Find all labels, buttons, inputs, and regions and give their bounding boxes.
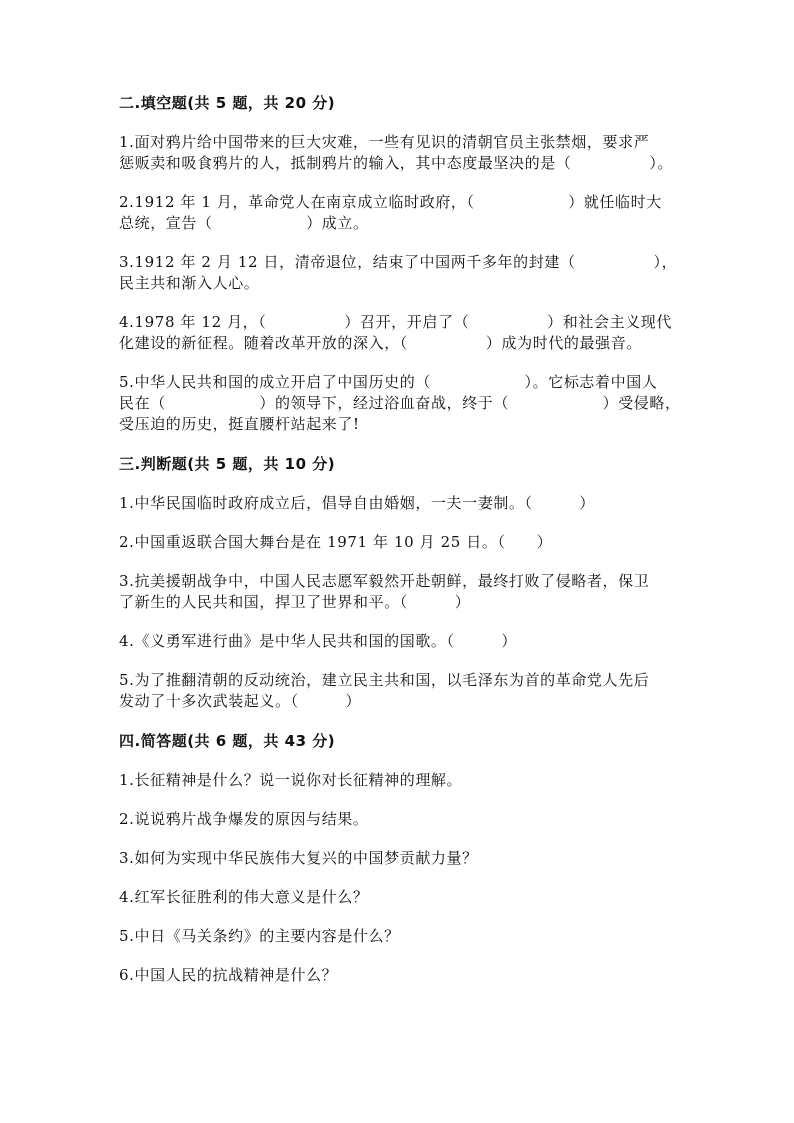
section-short-answer — [119, 730, 689, 986]
question-item — [119, 372, 689, 435]
question-item — [119, 926, 689, 947]
question-line: 3.抗美援朝战争中，中国人民志愿军毅然开赴朝鲜，最终打败了侵略者，保卫 — [119, 572, 650, 590]
section-true-false — [119, 453, 689, 712]
question-line: 4.1978 年 12 月，（ ）召开，开启了（ ）和社会主义现代 — [119, 313, 672, 331]
question-line: 惩贩卖和吸食鸦片的人，抵制鸦片的输入，其中态度最坚决的是（ ）。 — [119, 154, 674, 172]
question-item — [119, 887, 689, 908]
section-title: 三.判断题(共 5 题，共 10 分) — [119, 455, 336, 473]
question-line: 1.长征精神是什么？说一说你对长征精神的理解。 — [119, 771, 463, 789]
question-line: 3.如何为实现中华民族伟大复兴的中国梦贡献力量？ — [119, 849, 478, 867]
section-fill-in-blank — [119, 92, 689, 435]
exam-content — [119, 92, 689, 1004]
question-item — [119, 132, 689, 174]
question-item — [119, 631, 689, 652]
question-line: 2.中国重返联合国大舞台是在 1971 年 10 月 25 日。（ ） — [119, 533, 553, 551]
question-item — [119, 312, 689, 354]
question-item — [119, 192, 689, 234]
question-item — [119, 670, 689, 712]
question-line: 受压迫的历史，挺直腰杆站起来了! — [119, 415, 360, 433]
question-line: 3.1912 年 2 月 12 日，清帝退位，结束了中国两千多年的封建（ ）， — [119, 253, 678, 271]
question-line: 民主共和渐入人心。 — [119, 274, 260, 292]
question-line: 4.红军长征胜利的伟大意义是什么？ — [119, 888, 369, 906]
question-line: 了新生的人民共和国，捍卫了世界和平。（ ） — [119, 593, 471, 611]
question-line: 发动了十多次武装起义。（ ） — [119, 692, 362, 710]
question-line: 民在（ ）的领导下，经过浴血奋战，终于（ ）受侵略， — [119, 394, 681, 412]
question-line: 总统，宣告（ ）成立。 — [119, 214, 369, 232]
question-line: 1.面对鸦片给中国带来的巨大灾难，一些有见识的清朝官员主张禁烟，要求严 — [119, 133, 650, 151]
question-line: 化建设的新征程。随着改革开放的深入，（ ）成为时代的最强音。 — [119, 334, 642, 352]
question-line: 5.为了推翻清朝的反动统治，建立民主共和国，以毛泽东为首的革命党人先后 — [119, 671, 650, 689]
question-line: 5.中华人民共和国的成立开启了中国历史的（ ）。它标志着中国人 — [119, 373, 658, 391]
question-item — [119, 571, 689, 613]
question-line: 4.《义勇军进行曲》是中华人民共和国的国歌。（ ） — [119, 632, 518, 650]
question-line: 2.1912 年 1 月，革命党人在南京成立临时政府，（ ）就任临时大 — [119, 193, 662, 211]
section-title: 二.填空题(共 5 题，共 20 分) — [119, 94, 336, 112]
question-item — [119, 965, 689, 986]
question-item — [119, 252, 689, 294]
question-line: 1.中华民国临时政府成立后，倡导自由婚姻，一夫一妻制。（ ） — [119, 494, 596, 512]
question-line: 5.中日《马关条约》的主要内容是什么？ — [119, 927, 400, 945]
question-item — [119, 532, 689, 553]
section-title: 四.简答题(共 6 题，共 43 分) — [119, 732, 336, 750]
question-line: 6.中国人民的抗战精神是什么？ — [119, 966, 338, 984]
question-item — [119, 770, 689, 791]
question-item — [119, 809, 689, 830]
question-item — [119, 848, 689, 869]
question-item — [119, 493, 689, 514]
question-line: 2.说说鸦片战争爆发的原因与结果。 — [119, 810, 369, 828]
